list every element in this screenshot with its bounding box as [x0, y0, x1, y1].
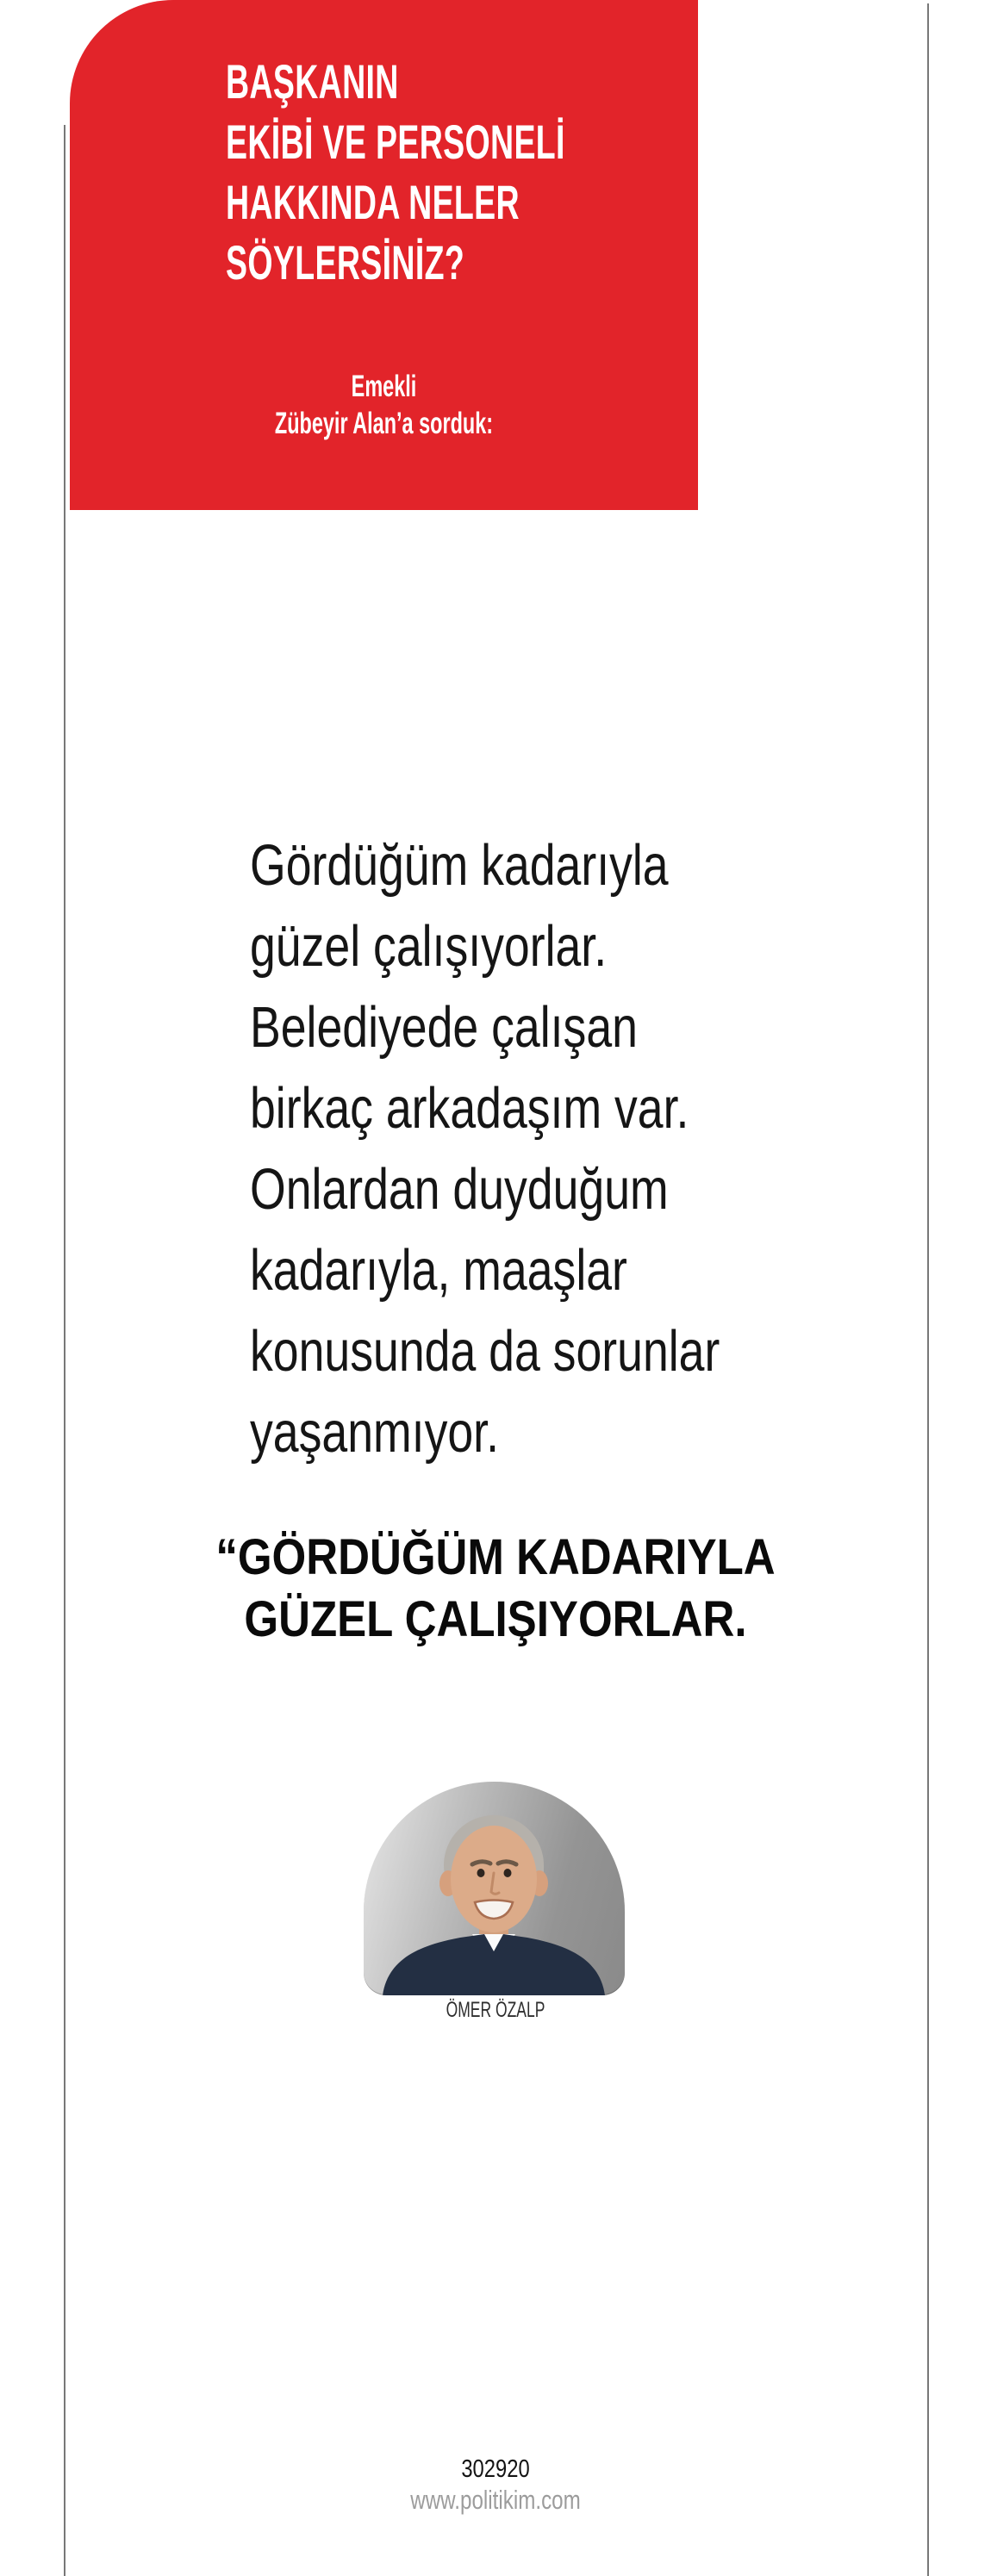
answer-text-line: konusunda da sorunlar — [250, 1319, 720, 1384]
question-title-line: BAŞKANIN — [226, 54, 399, 109]
pull-quote-line: GÜZEL ÇALIŞIYORLAR. — [244, 1591, 747, 1647]
answer-text-line: güzel çalışıyorlar. — [250, 914, 608, 979]
answer-text — [250, 825, 720, 1473]
question-title-line: SÖYLERSİNİZ? — [226, 235, 465, 289]
portrait-man-illustration — [364, 1782, 625, 1995]
right-column-rule — [927, 3, 929, 2576]
left-column-rule — [64, 125, 65, 2576]
footer-website: www.politikim.com — [410, 2485, 581, 2515]
answer-text-line: birkaç arkadaşım var. — [250, 1076, 689, 1141]
portrait-caption: ÖMER ÖZALP — [446, 1998, 545, 2022]
question-panel — [70, 0, 698, 510]
pull-quote-line: “GÖRDÜĞÜM KADARIYLA — [215, 1529, 776, 1585]
answer-text-line: Gördüğüm kadarıyla — [250, 833, 669, 898]
interviewee-intro — [173, 368, 594, 442]
answer-text-line: yaşanmıyor. — [250, 1400, 499, 1465]
question-title — [226, 52, 565, 293]
answer-text-line: Belediyede çalışan — [250, 995, 638, 1060]
portrait-photo — [364, 1782, 625, 1995]
interviewee-intro-line: Emekli — [351, 370, 417, 403]
question-title-line: HAKKINDA NELER — [226, 175, 520, 229]
answer-text-line: kadarıyla, maaşlar — [250, 1238, 627, 1303]
footer-image-id: 302920 — [461, 2455, 530, 2483]
pull-quote-headline — [59, 1527, 932, 1651]
answer-text-line: Onlardan duyduğum — [250, 1157, 669, 1222]
interviewee-intro-line: Zübeyir Alan’a sorduk: — [274, 407, 494, 440]
question-title-line: EKİBİ VE PERSONELİ — [226, 115, 565, 169]
